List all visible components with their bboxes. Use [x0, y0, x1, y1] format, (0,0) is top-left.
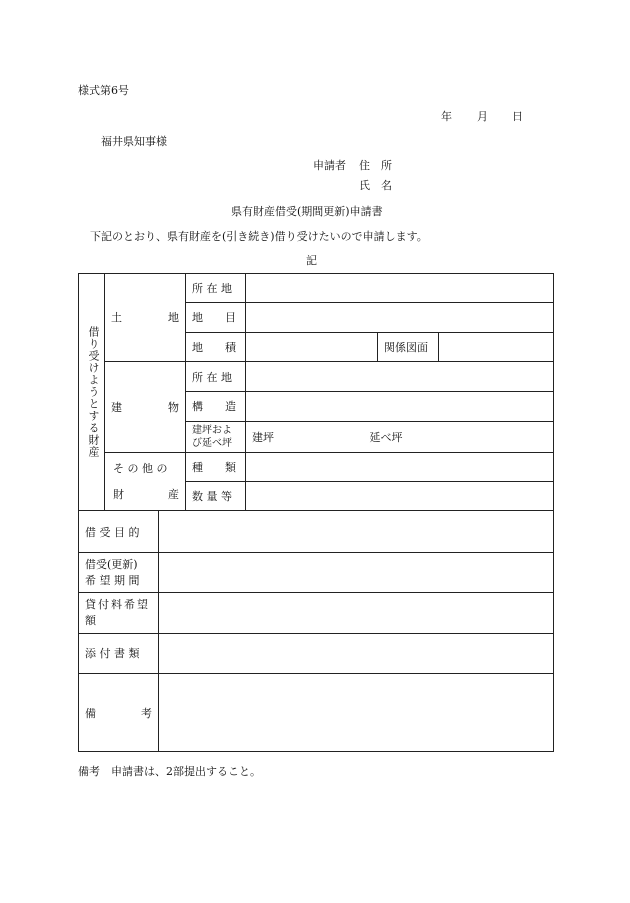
other-property-line1: そ の 他 の: [113, 461, 168, 475]
fee-field[interactable]: [159, 593, 554, 633]
other-kind-field[interactable]: [246, 452, 554, 481]
property-header: 借り受けようとする財産: [87, 326, 100, 459]
building-location-label: 所 在 地: [186, 361, 246, 391]
building-structure-label: 構 造: [186, 392, 246, 421]
floor-area-field[interactable]: [246, 421, 554, 452]
other-qty-field[interactable]: [246, 482, 554, 511]
building-label-a: 建: [111, 400, 122, 414]
date-day: 日: [512, 110, 523, 123]
property-header-cell: [79, 274, 105, 511]
land-location-field[interactable]: [246, 274, 554, 303]
other-qty-label: 数 量 等: [186, 482, 246, 511]
land-category-field[interactable]: [246, 303, 554, 332]
remarks-field[interactable]: [159, 674, 554, 752]
period-label-cell: [79, 552, 159, 592]
applicant-name-label: 氏 名: [359, 179, 392, 192]
period-label-2: 希 望 期 間: [85, 573, 140, 587]
land-area-label: 地 積: [186, 332, 246, 361]
ki-heading: 記: [306, 254, 317, 267]
date-month: 月: [477, 110, 488, 123]
land-label-a: 土: [111, 311, 122, 325]
land-label-cell: [105, 274, 186, 362]
purpose-label: 借 受 目 的: [79, 511, 159, 552]
land-category-label: 地 目: [186, 303, 246, 332]
date-year: 年: [441, 110, 452, 123]
floor-area-label: 建坪および延べ坪: [186, 421, 246, 452]
remarks-label-b: 考: [141, 706, 152, 720]
other-kind-label: 種 類: [186, 452, 246, 481]
tsubo-label: 建坪: [252, 430, 274, 444]
other-property-line2-a: 財: [113, 487, 124, 501]
building-structure-field[interactable]: [246, 392, 554, 421]
building-label-cell: [105, 361, 186, 452]
document-title: 県有財産借受(期間更新)申請書: [231, 205, 383, 218]
intro-text: 下記のとおり、県有財産を(引き続き)借り受けたいので申請します。: [90, 230, 428, 243]
applicant-label: 申請者: [313, 159, 346, 172]
building-location-field[interactable]: [246, 361, 554, 391]
period-label-1: 借受(更新): [85, 557, 138, 571]
building-label-b: 物: [168, 400, 179, 414]
attachments-label: 添 付 書 類: [79, 633, 159, 673]
related-map-label: 関係図面: [378, 332, 439, 361]
other-property-label-cell: [105, 452, 186, 511]
other-property-line2-b: 産: [168, 487, 179, 501]
fee-label: 貸付料希望額: [79, 593, 159, 633]
land-area-field[interactable]: [246, 332, 378, 361]
addressee: 福井県知事様: [101, 135, 167, 148]
purpose-field[interactable]: [159, 511, 554, 552]
remarks-label-a: 備: [85, 706, 96, 720]
attachments-field[interactable]: [159, 633, 554, 673]
remarks-label-cell: [79, 674, 159, 752]
footnote: 備考 申請書は、2部提出すること。: [78, 765, 261, 778]
period-field[interactable]: [159, 552, 554, 592]
applicant-address-label: 住 所: [359, 159, 392, 172]
application-table: [78, 273, 554, 752]
form-number: 様式第6号: [78, 84, 129, 97]
land-label-b: 地: [168, 311, 179, 325]
land-location-label: 所 在 地: [186, 274, 246, 303]
nobe-tsubo-label: 延べ坪: [369, 430, 403, 444]
related-map-field[interactable]: [439, 332, 554, 361]
